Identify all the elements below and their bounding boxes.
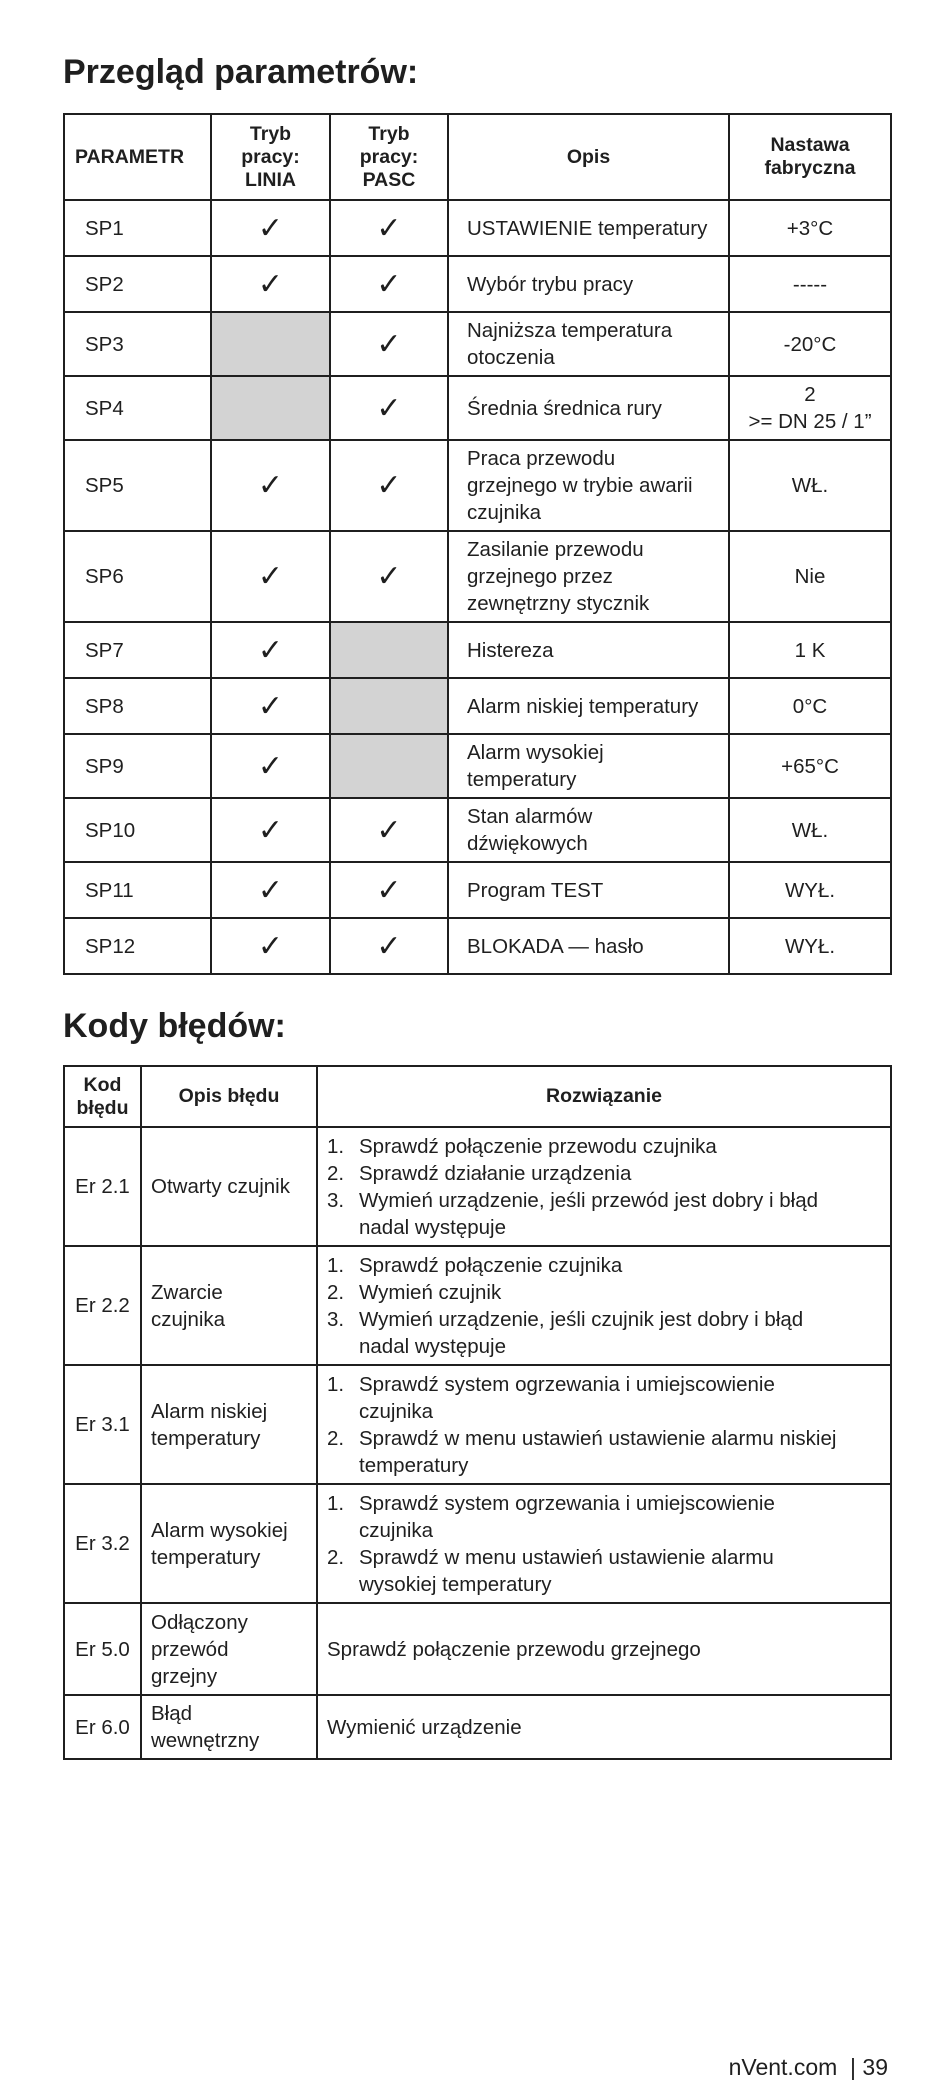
factory-default-value: WŁ. [729,440,891,531]
parameter-code: SP8 [64,678,211,734]
parameter-code: SP7 [64,622,211,678]
error-row [64,1246,891,1365]
parameter-row [64,531,891,622]
error-solution: Wymienić urządzenie [317,1695,891,1759]
parameters-header-row [64,114,891,200]
step-number: 2. [327,1545,345,1569]
checkmark-icon: ✓ [211,440,330,531]
checkmark-icon: ✓ [211,862,330,918]
checkmark-icon: ✓ [330,200,448,256]
checkmark-icon: ✓ [211,734,330,798]
header-factory-default: Nastawa fabryczna [729,114,891,200]
factory-default-value: +3°C [729,200,891,256]
step-text: Sprawdź w menu ustawień ustawienie alarmu wysokiej temperatury [359,1545,774,1596]
error-row [64,1484,891,1603]
parameter-row [64,918,891,974]
parameter-code: SP1 [64,200,211,256]
solution-step [327,1371,882,1425]
parameter-description: Alarm niskiej temperatury [448,678,729,734]
error-description: Alarm wysokiej temperatury [141,1484,317,1603]
solution-step [327,1160,882,1187]
solution-step [327,1306,882,1360]
step-number: 2. [327,1161,345,1185]
not-applicable-cell [330,734,448,798]
factory-default-value: Nie [729,531,891,622]
checkmark-icon: ✓ [330,256,448,312]
step-number: 1. [327,1491,345,1515]
step-text: Wymień czujnik [359,1280,502,1304]
error-codes-table [63,1065,892,1760]
checkmark-icon: ✓ [211,531,330,622]
not-applicable-cell [211,312,330,376]
parameter-row [64,200,891,256]
checkmark-icon: ✓ [330,862,448,918]
parameter-description: Wybór trybu pracy [448,256,729,312]
error-code: Er 2.2 [64,1246,141,1365]
factory-default-value: ----- [729,256,891,312]
step-text: Wymień urządzenie, jeśli czujnik jest dobry i błąd nadal występuje [359,1307,804,1358]
checkmark-icon: ✓ [211,200,330,256]
not-applicable-cell [211,376,330,440]
parameter-description: Alarm wysokiej temperatury [448,734,729,798]
factory-default-value: 1 K [729,622,891,678]
error-row [64,1603,891,1695]
solution-steps-list [327,1490,882,1598]
parameter-description: Najniższa temperatura otoczenia [448,312,729,376]
parameter-row [64,862,891,918]
error-code: Er 3.2 [64,1484,141,1603]
parameter-description: Zasilanie przewodu grzejnego przez zewnętrzny stycznik [448,531,729,622]
error-solution [317,1484,891,1603]
parameter-code: SP9 [64,734,211,798]
step-number: 1. [327,1134,345,1158]
parameter-row [64,256,891,312]
header-description: Opis [448,114,729,200]
checkmark-icon: ✓ [211,918,330,974]
step-text: Sprawdź w menu ustawień ustawienie alarmu niskiej temperatury [359,1426,837,1477]
factory-default-value: -20°C [729,312,891,376]
step-number: 1. [327,1253,345,1277]
header-parameter: PARAMETR [64,114,211,200]
parameter-row [64,376,891,440]
parameter-code: SP5 [64,440,211,531]
error-description: Otwarty czujnik [141,1127,317,1246]
factory-default-value: WŁ. [729,798,891,862]
step-text: Sprawdź połączenie czujnika [359,1253,623,1277]
factory-default-value: WYŁ. [729,918,891,974]
parameter-row [64,798,891,862]
parameter-description: BLOKADA — hasło [448,918,729,974]
step-text: Sprawdź system ogrzewania i umiejscowienie czujnika [359,1372,775,1423]
parameter-code: SP11 [64,862,211,918]
solution-steps-list [327,1371,882,1479]
error-code: Er 6.0 [64,1695,141,1759]
error-solution [317,1127,891,1246]
page-footer: nVent.com | 39 [728,2054,888,2080]
header-mode-line: Tryb pracy: LINIA [211,114,330,200]
parameter-description: Histereza [448,622,729,678]
parameter-description: Program TEST [448,862,729,918]
checkmark-icon: ✓ [330,798,448,862]
step-text: Sprawdź działanie urządzenia [359,1161,632,1185]
parameter-code: SP6 [64,531,211,622]
factory-default-value: 2 >= DN 25 / 1” [729,376,891,440]
error-solution [317,1246,891,1365]
header-solution: Rozwiązanie [317,1066,891,1127]
checkmark-icon: ✓ [330,312,448,376]
parameter-row [64,734,891,798]
solution-step [327,1252,882,1279]
step-number: 3. [327,1188,345,1212]
parameter-code: SP3 [64,312,211,376]
solution-step [327,1279,882,1306]
checkmark-icon: ✓ [330,376,448,440]
not-applicable-cell [330,622,448,678]
parameter-row [64,678,891,734]
error-row [64,1127,891,1246]
parameter-description: Stan alarmów dźwiękowych [448,798,729,862]
checkmark-icon: ✓ [330,531,448,622]
checkmark-icon: ✓ [211,678,330,734]
error-code: Er 2.1 [64,1127,141,1246]
header-mode-pasc: Tryb pracy: PASC [330,114,448,200]
checkmark-icon: ✓ [211,798,330,862]
factory-default-value: 0°C [729,678,891,734]
parameter-code: SP4 [64,376,211,440]
header-error-code: Kod błędu [64,1066,141,1127]
error-description: Odłączony przewód grzejny [141,1603,317,1695]
error-solution [317,1365,891,1484]
factory-default-value: +65°C [729,734,891,798]
error-description: Alarm niskiej temperatury [141,1365,317,1484]
error-description: Zwarcie czujnika [141,1246,317,1365]
solution-step [327,1187,882,1241]
parameter-code: SP12 [64,918,211,974]
parameter-description: Średnia średnica rury [448,376,729,440]
solution-step [327,1133,882,1160]
step-number: 3. [327,1307,345,1331]
solution-steps-list [327,1252,882,1360]
error-solution: Sprawdź połączenie przewodu grzejnego [317,1603,891,1695]
errors-header-row [64,1066,891,1127]
error-row [64,1365,891,1484]
step-text: Sprawdź połączenie przewodu czujnika [359,1134,717,1158]
parameter-description: USTAWIENIE temperatury [448,200,729,256]
parameter-row [64,622,891,678]
parameter-row [64,312,891,376]
parameter-description: Praca przewodu grzejnego w trybie awarii czujnika [448,440,729,531]
parameters-table [63,113,892,975]
parameters-heading: Przegląd parametrów: [63,53,419,91]
error-description: Błąd wewnętrzny [141,1695,317,1759]
checkmark-icon: ✓ [211,256,330,312]
parameter-code: SP10 [64,798,211,862]
checkmark-icon: ✓ [330,440,448,531]
step-text: Sprawdź system ogrzewania i umiejscowienie czujnika [359,1491,775,1542]
parameter-row [64,440,891,531]
checkmark-icon: ✓ [330,918,448,974]
solution-steps-list [327,1133,882,1241]
factory-default-value: WYŁ. [729,862,891,918]
error-code: Er 3.1 [64,1365,141,1484]
not-applicable-cell [330,678,448,734]
errors-heading: Kody błędów: [63,1007,286,1045]
solution-step [327,1425,882,1479]
step-number: 2. [327,1280,345,1304]
checkmark-icon: ✓ [211,622,330,678]
step-number: 1. [327,1372,345,1396]
solution-step [327,1490,882,1544]
error-row [64,1695,891,1759]
step-number: 2. [327,1426,345,1450]
solution-step [327,1544,882,1598]
error-code: Er 5.0 [64,1603,141,1695]
step-text: Wymień urządzenie, jeśli przewód jest dobry i błąd nadal występuje [359,1188,818,1239]
parameter-code: SP2 [64,256,211,312]
header-error-description: Opis błędu [141,1066,317,1127]
